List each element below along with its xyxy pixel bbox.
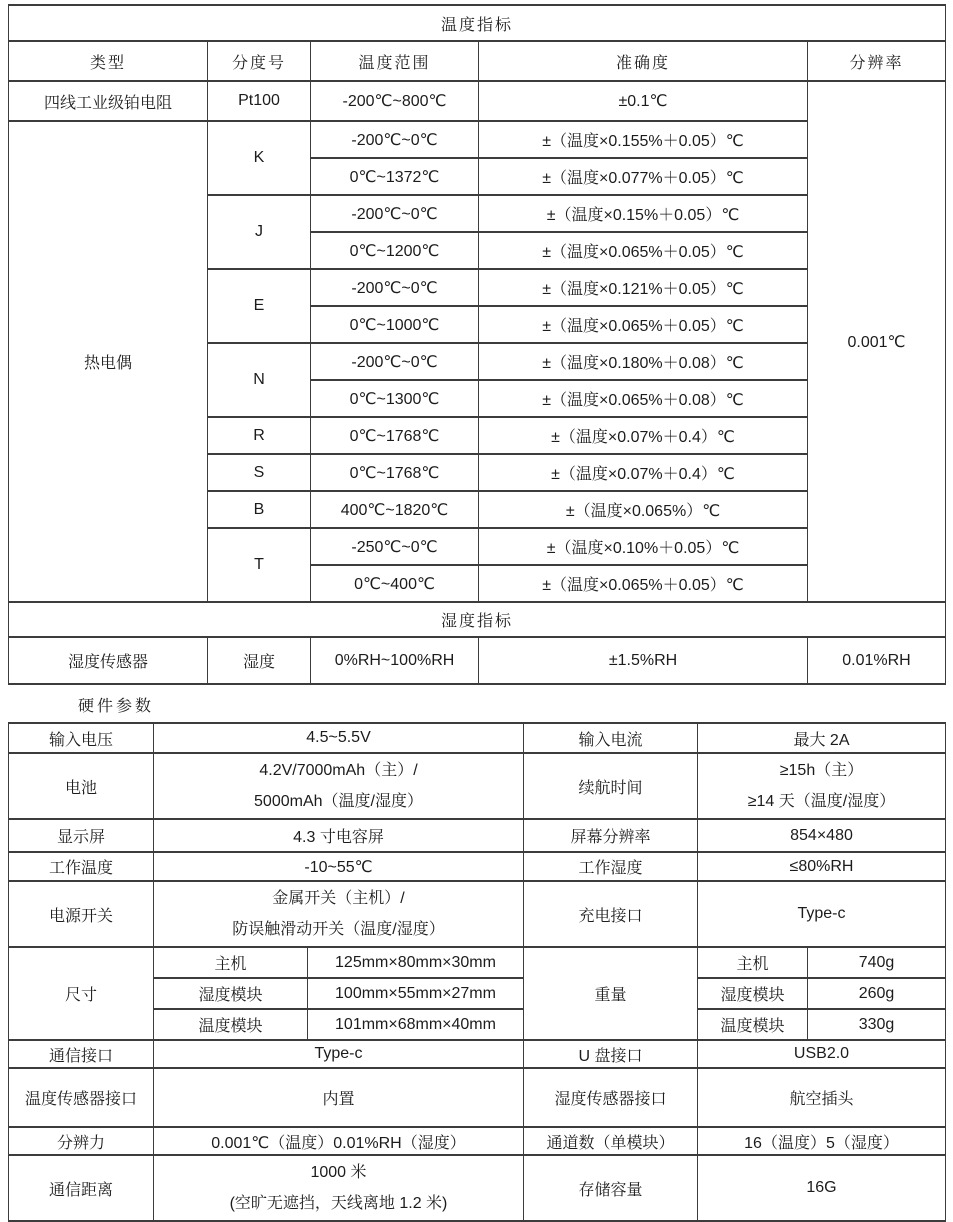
hw-label: 工作温度 (9, 852, 154, 881)
tc-range-cell: 400℃~1820℃ (311, 491, 479, 528)
tc-range-cell: 0℃~1768℃ (311, 417, 479, 454)
weight-part-cell: 主机 (698, 947, 808, 978)
tc-index-cell: E (208, 269, 311, 343)
hw-value (154, 881, 524, 947)
hw-label: 屏幕分辨率 (524, 819, 698, 852)
hw-value: ≤80%RH (698, 852, 946, 881)
hw-value (154, 1155, 524, 1221)
tc-index-cell: J (208, 195, 311, 269)
tc-range-cell: 0℃~1768℃ (311, 454, 479, 491)
hw-value: Type-c (154, 1040, 524, 1068)
header-range: 温度范围 (311, 41, 479, 81)
thermocouple-type-cell: 热电偶 (9, 121, 208, 602)
humidity-type-cell: 湿度传感器 (9, 637, 208, 684)
size-dimensions-cell: 125mm×80mm×30mm (308, 947, 524, 978)
tc-index-cell: K (208, 121, 311, 195)
size-label-cell: 尺寸 (9, 947, 154, 1040)
tc-accuracy-cell: ±（温度×0.10%＋0.05）℃ (479, 528, 808, 565)
tc-range-cell: 0℃~1300℃ (311, 380, 479, 417)
tc-accuracy-cell: ±（温度×0.065%）℃ (479, 491, 808, 528)
hw-value: 内置 (154, 1068, 524, 1127)
weight-value-cell: 260g (808, 978, 946, 1009)
tc-index-cell: S (208, 454, 311, 491)
pt100-type-cell: 四线工业级铂电阻 (9, 81, 208, 121)
temperature-spec-table (8, 4, 946, 685)
hw-label: 输入电流 (524, 723, 698, 753)
hw-value (154, 753, 524, 819)
temp-table-title: 温度指标 (9, 5, 946, 41)
hw-value: 最大 2A (698, 723, 946, 753)
tc-accuracy-cell: ±（温度×0.077%＋0.05）℃ (479, 158, 808, 195)
hw-label: 电源开关 (9, 881, 154, 947)
hw-label: 温度传感器接口 (9, 1068, 154, 1127)
hw-label: 湿度传感器接口 (524, 1068, 698, 1127)
tc-range-cell: 0℃~1200℃ (311, 232, 479, 269)
hw-value-line: 5000mAh（温度/湿度） (254, 793, 423, 810)
weight-part-cell: 温度模块 (698, 1009, 808, 1040)
tc-accuracy-cell: ±（温度×0.065%＋0.05）℃ (479, 306, 808, 343)
tc-accuracy-cell: ±（温度×0.155%＋0.05）℃ (479, 121, 808, 158)
pt100-accuracy-cell: ±0.1℃ (479, 81, 808, 121)
hw-value: 4.3 寸电容屏 (154, 819, 524, 852)
hw-label: 续航时间 (524, 753, 698, 819)
hw-label: 显示屏 (9, 819, 154, 852)
header-type: 类型 (9, 41, 208, 81)
hw-label: U 盘接口 (524, 1040, 698, 1068)
hw-value: 16G (698, 1155, 946, 1221)
tc-range-cell: -200℃~0℃ (311, 195, 479, 232)
weight-part-cell: 湿度模块 (698, 978, 808, 1009)
hardware-spec-table (8, 722, 946, 1222)
weight-value-cell: 330g (808, 1009, 946, 1040)
hw-label: 存储容量 (524, 1155, 698, 1221)
humidity-accuracy-cell: ±1.5%RH (479, 637, 808, 684)
tc-accuracy-cell: ±（温度×0.065%＋0.05）℃ (479, 565, 808, 602)
hw-label: 分辨力 (9, 1127, 154, 1155)
pt100-index-cell: Pt100 (208, 81, 311, 121)
tc-accuracy-cell: ±（温度×0.121%＋0.05）℃ (479, 269, 808, 306)
header-accuracy: 准确度 (479, 41, 808, 81)
header-index: 分度号 (208, 41, 311, 81)
hw-value-line: 1000 米 (310, 1164, 367, 1181)
hw-label: 工作湿度 (524, 852, 698, 881)
size-part-cell: 湿度模块 (154, 978, 308, 1009)
hw-label: 通信接口 (9, 1040, 154, 1068)
size-dimensions-cell: 101mm×68mm×40mm (308, 1009, 524, 1040)
tc-accuracy-cell: ±（温度×0.180%＋0.08）℃ (479, 343, 808, 380)
hw-value-line: ≥15h（主） (779, 762, 864, 779)
spec-document-page (0, 4, 953, 1212)
hw-value-line: 防误触滑动开关（温度/湿度） (232, 921, 445, 938)
hw-label: 电池 (9, 753, 154, 819)
hw-value: 4.5~5.5V (154, 723, 524, 753)
hw-value: 16（温度）5（湿度） (698, 1127, 946, 1155)
resolution-merged-cell: 0.001℃ (808, 81, 946, 602)
humidity-resolution-cell: 0.01%RH (808, 637, 946, 684)
tc-accuracy-cell: ±（温度×0.07%＋0.4）℃ (479, 417, 808, 454)
tc-accuracy-cell: ±（温度×0.07%＋0.4）℃ (479, 454, 808, 491)
humidity-range-cell: 0%RH~100%RH (311, 637, 479, 684)
humidity-section-title: 湿度指标 (9, 602, 946, 637)
tc-range-cell: -200℃~0℃ (311, 269, 479, 306)
hw-value-line: 金属开关（主机）/ (272, 890, 405, 907)
tc-accuracy-cell: ±（温度×0.065%＋0.08）℃ (479, 380, 808, 417)
hw-label: 充电接口 (524, 881, 698, 947)
tc-accuracy-cell: ±（温度×0.15%＋0.05）℃ (479, 195, 808, 232)
hw-label: 通信距离 (9, 1155, 154, 1221)
hw-label: 通道数（单模块） (524, 1127, 698, 1155)
tc-range-cell: -250℃~0℃ (311, 528, 479, 565)
weight-label-cell: 重量 (524, 947, 698, 1040)
header-resolution: 分辨率 (808, 41, 946, 81)
tc-index-cell: N (208, 343, 311, 417)
size-part-cell: 温度模块 (154, 1009, 308, 1040)
tc-accuracy-cell: ±（温度×0.065%＋0.05）℃ (479, 232, 808, 269)
tc-range-cell: -200℃~0℃ (311, 343, 479, 380)
hw-value-line: ≥14 天（温度/湿度） (747, 793, 896, 810)
hw-value: 0.001℃（温度）0.01%RH（湿度） (154, 1127, 524, 1155)
tc-range-cell: 0℃~1000℃ (311, 306, 479, 343)
hw-label: 输入电压 (9, 723, 154, 753)
tc-index-cell: B (208, 491, 311, 528)
tc-index-cell: R (208, 417, 311, 454)
hw-value-line: 4.2V/7000mAh（主）/ (259, 762, 418, 779)
hw-value: -10~55℃ (154, 852, 524, 881)
tc-range-cell: 0℃~400℃ (311, 565, 479, 602)
hw-value: Type-c (698, 881, 946, 947)
size-part-cell: 主机 (154, 947, 308, 978)
pt100-range-cell: -200℃~800℃ (311, 81, 479, 121)
tc-range-cell: 0℃~1372℃ (311, 158, 479, 195)
weight-value-cell: 740g (808, 947, 946, 978)
hw-value (698, 753, 946, 819)
hw-value-line: (空旷无遮挡，天线离地 1.2 米) (229, 1195, 448, 1212)
hardware-section-heading: 硬件参数 (78, 698, 155, 715)
humidity-index-cell: 湿度 (208, 637, 311, 684)
hw-value: USB2.0 (698, 1040, 946, 1068)
tc-range-cell: -200℃~0℃ (311, 121, 479, 158)
hw-value: 航空插头 (698, 1068, 946, 1127)
size-dimensions-cell: 100mm×55mm×27mm (308, 978, 524, 1009)
hw-value: 854×480 (698, 819, 946, 852)
tc-index-cell: T (208, 528, 311, 602)
